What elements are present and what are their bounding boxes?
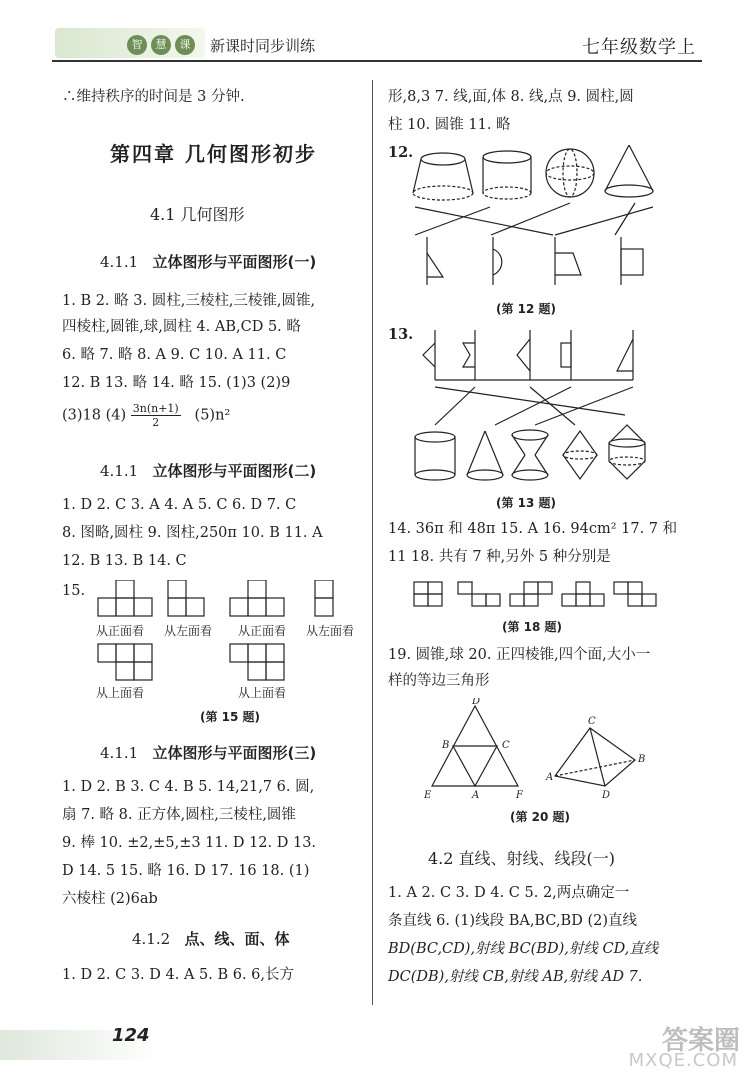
answer-line: D 14. 5 15. 略 16. D 17. 16 18. (1) (62, 863, 310, 879)
subsection-number: 4.1.1 (100, 253, 139, 271)
fraction-denominator: 2 (152, 416, 160, 429)
view-label: 从正面看 (238, 624, 287, 638)
figure-12 (405, 145, 675, 310)
vertex-label: B (638, 754, 646, 765)
subsection-title (132, 928, 290, 949)
vertex-label: B (442, 740, 450, 751)
question-number: 12. (388, 144, 414, 161)
answer-line: 12. B 13. 略 14. 略 15. (1)3 (2)9 (62, 375, 291, 391)
figure-caption: (第 13 题) (496, 496, 557, 510)
answer-text: (3)18 (4) (62, 407, 127, 424)
answer-line: 8. 图略,圆柱 9. 图柱,250π 10. B 11. A (62, 525, 323, 541)
answer-line: 11 18. 共有 7 种,另外 5 种分别是 (388, 549, 611, 565)
figure-caption: (第 12 题) (496, 302, 557, 316)
subsection-name: 立体图形与平面图形(一) (152, 253, 317, 271)
vertex-label: A (546, 772, 554, 783)
logo-seal-icon: 课 (175, 35, 195, 55)
answer-line: DC(DB),射线 CB,射线 AB,射线 AD 7. (388, 969, 643, 985)
chapter-title: 第四章 几何图形初步 (110, 142, 317, 166)
subsection-name: 立体图形与平面图形(二) (152, 462, 317, 480)
answer-line: 1. D 2. C 3. A 4. A 5. C 6. D 7. C (62, 497, 297, 513)
book-title: 新课时同步训练 (210, 37, 316, 55)
view-label: 从上面看 (96, 686, 145, 700)
logo-seal-icon: 智 (127, 35, 147, 55)
watermark-logo: 答案圈 (661, 1026, 740, 1056)
answer-line: 样的等边三角形 (388, 673, 490, 689)
page-number: 124 (112, 1025, 150, 1046)
figure-caption: (第 18 题) (502, 620, 563, 634)
subsection-number: 4.1.1 (100, 462, 139, 480)
fraction-numerator: 3n(n+1) (132, 402, 179, 415)
answer-line: 9. 棒 10. ±2,±5,±3 11. D 12. D 13. (62, 835, 317, 851)
view-label: 从上面看 (238, 686, 287, 700)
vertex-label: A (472, 790, 480, 801)
subsection-number: 4.1.2 (132, 930, 171, 948)
answer-line: 1. A 2. C 3. D 4. C 5. 2,两点确定一 (388, 885, 630, 901)
view-label: 从左面看 (164, 624, 213, 638)
answer-line: 四棱柱,圆锥,球,圆柱 4. AB,CD 5. 略 (62, 319, 301, 335)
grade-subject: 七年级数学上 (582, 37, 696, 58)
figure-caption: (第 20 题) (510, 810, 571, 824)
subsection-number: 4.1.1 (100, 744, 139, 762)
question-number: 13. (388, 326, 414, 343)
answer-line: 1. D 2. C 3. D 4. A 5. B 6. 6,长方 (62, 967, 295, 983)
answer-line: 1. D 2. B 3. C 4. B 5. 14,21,7 6. 圆, (62, 779, 315, 795)
subsection-title (100, 742, 316, 763)
logo-seal-icon: 慧 (151, 35, 171, 55)
answer-text: (5)n² (194, 407, 231, 424)
header-banner (55, 28, 205, 58)
answer-line: 6. 略 7. 略 8. A 9. C 10. A 11. C (62, 347, 287, 363)
figure-caption: (第 15 题) (200, 710, 261, 724)
answer-line: ∴维持秩序的时间是 3 分钟. (62, 89, 245, 105)
vertex-label: F (516, 790, 523, 801)
answer-line: 条直线 6. (1)线段 BA,BC,BD (2)直线 (388, 913, 637, 929)
watermark-url: MXQE.COM (628, 1050, 738, 1071)
vertex-label: D (602, 790, 611, 801)
subsection-name: 立体图形与平面图形(三) (152, 744, 317, 762)
view-label: 从左面看 (306, 624, 355, 638)
subsection-title (100, 251, 316, 272)
column-divider (372, 80, 373, 1005)
answer-line: 12. B 13. B 14. C (62, 553, 187, 569)
section-title: 4.1 几何图形 (150, 205, 245, 224)
subsection-name: 点、线、面、体 (184, 930, 290, 948)
subsection-title (100, 460, 316, 481)
answer-line: 形,8,3 7. 线,面,体 8. 线,点 9. 圆柱,圆 (388, 89, 634, 105)
answer-line: 柱 10. 圆锥 11. 略 (388, 117, 511, 133)
question-number: 15. (62, 583, 86, 599)
vertex-label: E (424, 790, 432, 801)
vertex-label: C (502, 740, 510, 751)
vertex-label: D (472, 698, 481, 707)
figure-18 (408, 578, 678, 612)
answer-line: BD(BC,CD),射线 BC(BD),射线 CD,直线 (388, 941, 659, 957)
view-label: 从正面看 (96, 624, 145, 638)
figure-13 (405, 325, 675, 495)
page-header (0, 0, 750, 62)
answer-line: 14. 36π 和 48π 15. A 16. 94cm² 17. 7 和 (388, 521, 678, 537)
answer-line: 1. B 2. 略 3. 圆柱,三棱柱,三棱锥,圆锥, (62, 293, 316, 309)
figure-20 (420, 698, 660, 803)
answer-line: 扇 7. 略 8. 正方体,圆柱,三棱柱,圆锥 (62, 807, 296, 823)
answer-line: 六棱柱 (2)6ab (62, 891, 158, 907)
answer-line (62, 402, 230, 434)
fraction (131, 402, 181, 429)
vertex-label: C (588, 716, 596, 727)
logo (127, 33, 199, 55)
header-divider (52, 60, 702, 62)
section-title: 4.2 直线、射线、线段(一) (428, 849, 616, 868)
answer-line: 19. 圆锥,球 20. 正四棱锥,四个面,大小一 (388, 647, 651, 663)
